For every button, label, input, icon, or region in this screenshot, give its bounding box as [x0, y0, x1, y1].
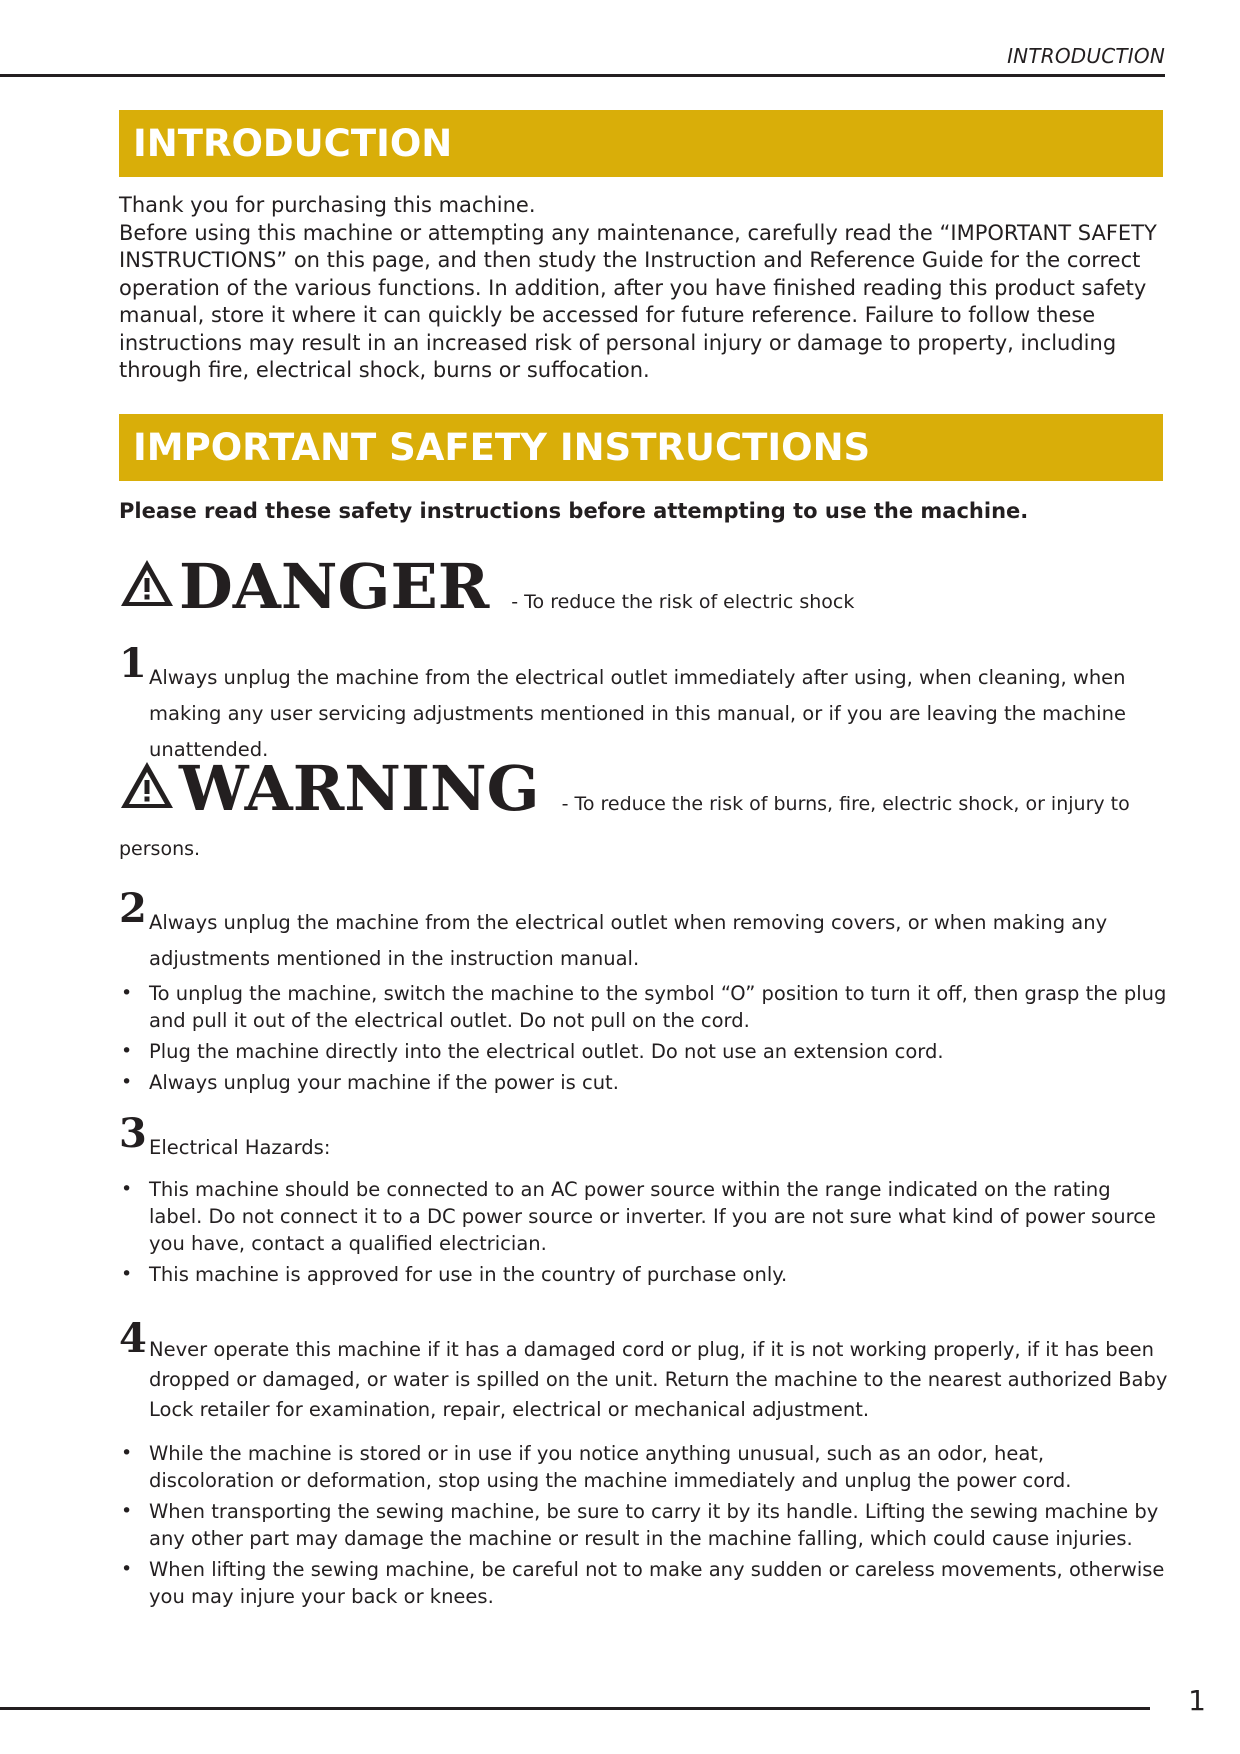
item-1-number: 1	[119, 640, 147, 687]
page-number: 1	[1188, 1684, 1206, 1717]
item-2	[119, 885, 1169, 977]
item-2-number: 2	[119, 885, 147, 932]
item-4-bullets	[119, 1440, 1169, 1614]
danger-subtitle: - To reduce the risk of electric shock	[511, 591, 855, 613]
list-item: • This machine should be connected to an AC power source within the range indicated on the rating label. Do not connect it to a DC power source or inverter. If you are not sure what kind of power source you have, contact a qualified electrician.	[119, 1176, 1169, 1257]
list-item: • When lifting the sewing machine, be careful not to make any sudden or careless movements, otherwise you may injure your back or knees.	[119, 1556, 1169, 1610]
list-item: • Plug the machine directly into the electrical outlet. Do not use an extension cord.	[119, 1038, 1169, 1065]
item-2-text: Always unplug the machine from the electrical outlet when removing covers, or when making any adjustments mentioned in the instruction manual.	[149, 911, 1108, 970]
list-item: • To unplug the machine, switch the machine to the symbol “O” position to turn it off, then grasp the plug and pull it out of the electrical outlet. Do not pull on the cord.	[119, 980, 1169, 1034]
intro-paragraph-2: Before using this machine or attempting any maintenance, carefully read the “IMPORTANT SAFETY INSTRUCTIONS” on this page, and then study the Instruction and Reference Guide for the correct operation of the various functions. In addition, after you have finished reading this product safety manual, store it where it can quickly be accessed for future reference. Failure to follow these instructions may result in an increased risk of personal injury or damage to property, including through fire, electrical shock, burns or suffocation.	[119, 220, 1157, 382]
warning-triangle-icon	[119, 760, 175, 810]
danger-word: DANGER	[179, 550, 490, 623]
item-4	[119, 1315, 1169, 1425]
item-3-number: 3	[119, 1110, 147, 1157]
safety-heading: IMPORTANT SAFETY INSTRUCTIONS	[119, 414, 1163, 481]
item-4-number: 4	[119, 1315, 147, 1362]
item-3-bullets	[119, 1176, 1169, 1292]
top-rule	[0, 74, 1165, 77]
list-item: • While the machine is stored or in use if you notice anything unusual, such as an odor, heat, discoloration or deformation, stop using the machine immediately and unplug the power cord.	[119, 1440, 1169, 1494]
item-3-text: Electrical Hazards:	[149, 1136, 331, 1159]
item-3	[119, 1110, 1169, 1166]
list-item: • When transporting the sewing machine, be sure to carry it by its handle. Lifting the sewing machine by any other part may damage the machine or result in the machine falling, which could cause injuries.	[119, 1498, 1169, 1552]
intro-paragraph-1: Thank you for purchasing this machine.	[119, 193, 536, 217]
bottom-rule	[0, 1707, 1150, 1710]
intro-body	[119, 192, 1169, 385]
warning-word: WARNING	[179, 752, 540, 825]
warning-heading	[119, 752, 1130, 825]
list-item: • Always unplug your machine if the power is cut.	[119, 1069, 1169, 1096]
safety-lead: Please read these safety instructions before attempting to use the machine.	[119, 499, 1029, 523]
warning-subtitle-continued: persons.	[119, 838, 201, 860]
danger-heading	[119, 550, 854, 623]
item-2-bullets	[119, 980, 1169, 1100]
introduction-heading: INTRODUCTION	[119, 110, 1163, 177]
list-item: • This machine is approved for use in the country of purchase only.	[119, 1261, 1169, 1288]
danger-warning-triangle-icon	[119, 558, 175, 608]
item-4-text: Never operate this machine if it has a damaged cord or plug, if it is not working properly, if it has been dropped or damaged, or water is spilled on the unit. Return the machine to the nearest authorized Baby Lock retailer for examination, repair, electrical or mechanical adjustment.	[149, 1338, 1168, 1421]
item-1-text: Always unplug the machine from the electrical outlet immediately after using, when cleaning, when making any user servicing adjustments mentioned in this manual, or if you are leaving the machine unattended.	[149, 666, 1126, 761]
running-header: INTRODUCTION	[1007, 44, 1165, 68]
warning-subtitle: - To reduce the risk of burns, fire, electric shock, or injury to	[561, 793, 1130, 815]
